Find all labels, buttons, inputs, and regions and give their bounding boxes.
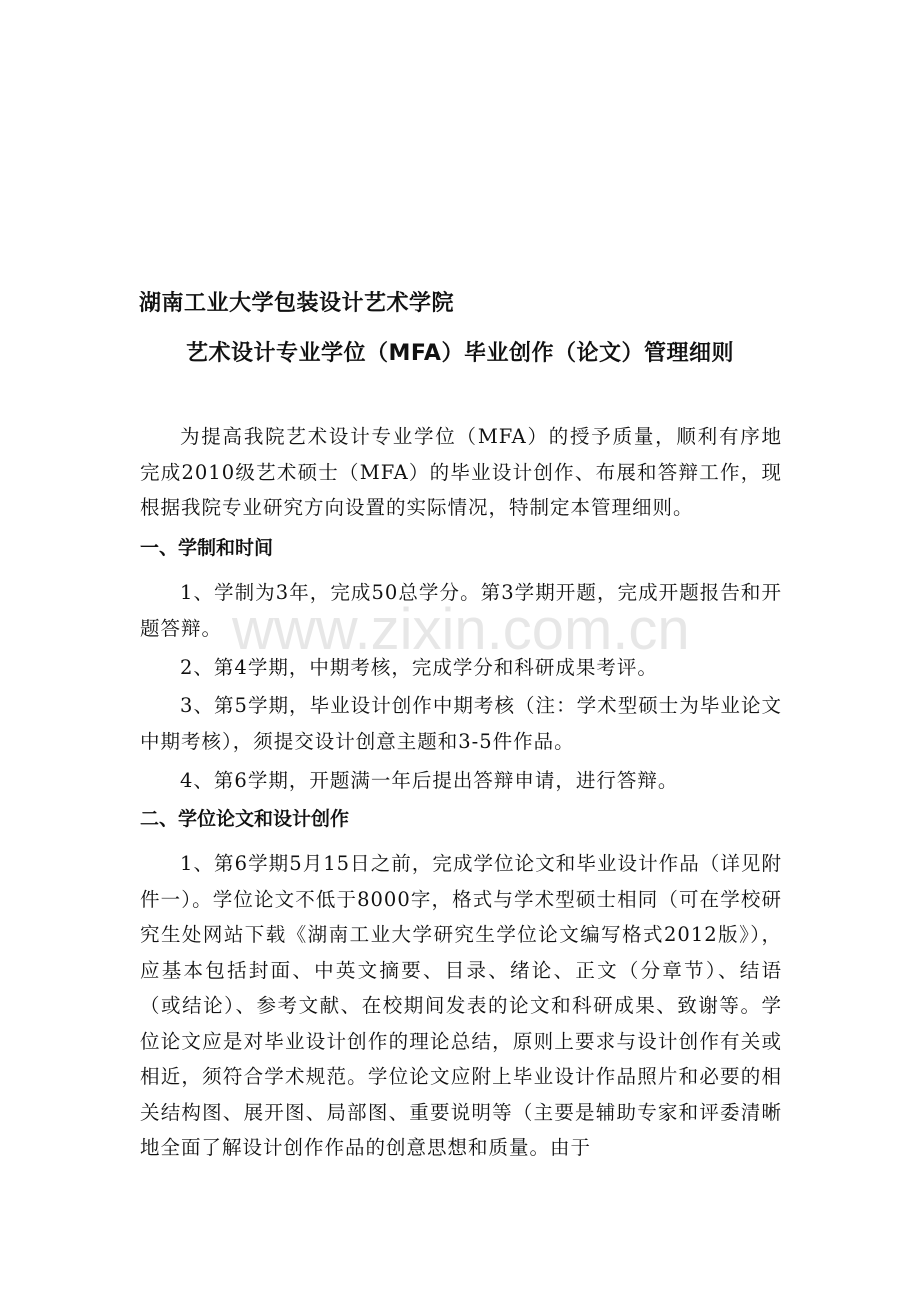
intro-paragraph: 为提高我院艺术设计专业学位（MFA）的授予质量，顺利有序地完成2010级艺术硕士（MFA）的毕业设计创作、布展和答辩工作，现根据我院专业研究方向设置的实际情况，特制定本管理细则。: [140, 425, 782, 519]
section-2-item-1: 1、第6学期5月15日之前，完成学位论文和毕业设计作品（详见附件一）。学位论文不低于8000字，格式与学术型硕士相同（可在学校研究生处网站下载《湖南工业大学研究生学位论文编写格式2012版》），应基本包括封面、中英文摘要、目录、绪论、正文（分章节）、结语（或结论）、参考文献、在校期间发表的论文和科研成果、致谢等。学位论文应是对毕业设计创作的理论总结，原则上要求与设计创作有关或相近，须符合学术规范。学位论文应附上毕业设计作品照片和必要的相关结构图、展开图、局部图、重要说明等（主要是辅助专家和评委清晰地全面了解设计创作作品的创意思想和质量。由于: [140, 852, 782, 1159]
section-heading-2: 二、学位论文和设计创作: [140, 808, 350, 830]
document-title-institution: 湖南工业大学包装设计艺术学院: [139, 291, 455, 316]
section-heading-1: 一、学制和时间: [140, 537, 274, 559]
section-1-item-2: 2、第4学期，中期考核，完成学分和科研成果考评。: [180, 656, 658, 679]
watermark-text: www.zixin.com.cn: [232, 597, 690, 662]
section-1-item-1: 1、学制为3年，完成50总学分。第3学期开题，完成开题报告和开题答辩。: [140, 581, 782, 640]
section-1-item-4: 4、第6学期，开题满一年后提出答辩申请，进行答辩。: [180, 769, 679, 792]
document-title-main: 艺术设计专业学位（MFA）毕业创作（论文）管理细则: [186, 341, 734, 366]
section-1-item-3: 3、第5学期，毕业设计创作中期考核（注：学术型硕士为毕业论文中期考核），须提交设计创意主题和3-5件作品。: [140, 694, 782, 753]
